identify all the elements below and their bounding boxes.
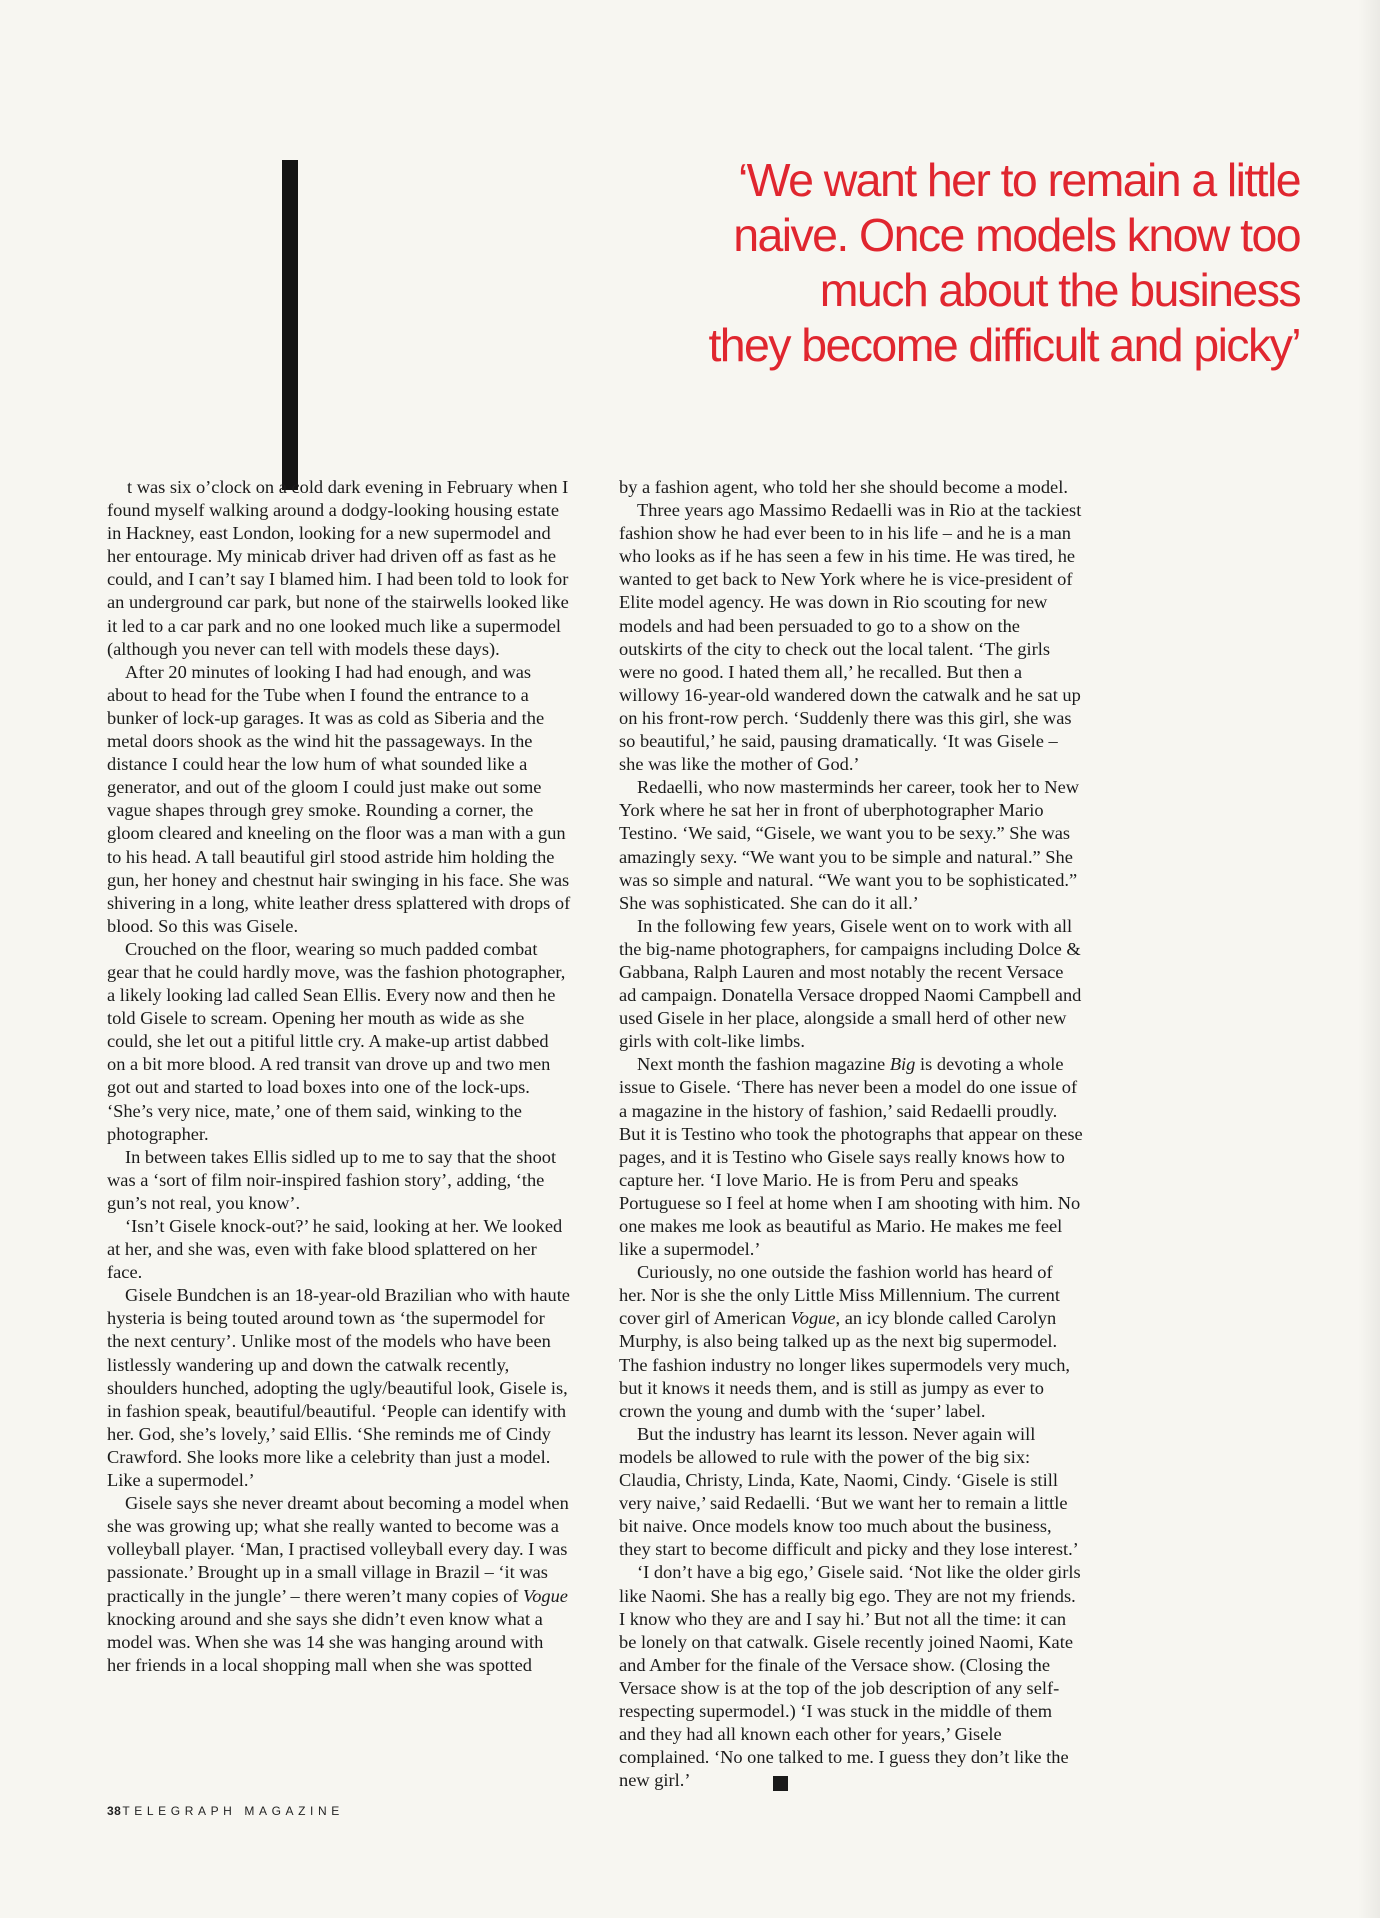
article-paragraph: ‘Isn’t Gisele knock-out?’ he said, looking at her. We looked at her, and she was, even with fake blood splattered on her face. [107, 1216, 563, 1283]
pull-quote-line: ‘We want her to remain a little [737, 154, 1300, 206]
page-number: 38 [107, 1804, 122, 1818]
paragraph-text: Curiously, no one outside the fashion world has heard of her. Nor is she the only Little Miss Millennium. The current cover girl of American [619, 1262, 1060, 1329]
page-edge-shadow [1358, 0, 1380, 1918]
article-paragraph: by a fashion agent, who told her she should become a model. [619, 477, 1068, 497]
article-paragraph: In between takes Ellis sidled up to me to say that the shoot was a ‘sort of film noir-inspired fashion story’, adding, ‘the gun’s not real, you know’. [107, 1146, 557, 1213]
article-paragraph [107, 476, 571, 661]
paragraph-text: , an icy blonde called Carolyn Murphy, is also being talked up as the next big supermodel. The fashion industry no longer likes supermodels very much, but it knows it needs them, and is still as jumpy as ever to crown the young and dumb with the ‘super’ label. [619, 1308, 1070, 1421]
italic-title: Big [889, 1054, 916, 1075]
article-paragraph [619, 1561, 1083, 1792]
drop-cap-letter-i [282, 160, 298, 490]
pull-quote-line: they become difficult and picky’ [708, 319, 1300, 371]
paragraph-text: t was six o’clock on a cold dark evening in February when I found myself walking around a dodgy-looking housing estate in Hackney, east London, looking for a new supermodel and her entourage. My minicab driver had driven off as fast as he could, and I can’t say I blamed him. I had been told to look for an underground car park, but none of the stairwells looked like it led to a car park and no one looked much like a supermodel (although you never can tell with models these days). [107, 477, 569, 659]
article-column-2 [619, 476, 1083, 1792]
pull-quote-line: naive. Once models know too [733, 209, 1300, 261]
page-footer [107, 1804, 344, 1818]
italic-title: Vogue [790, 1308, 836, 1329]
article-paragraph: Three years ago Massimo Redaelli was in Rio at the tackiest fashion show he had ever been to in his life – and he is a man who looks as if he has seen a few in his time. He was tired, he wanted to get back to New York where he is vice-president of Elite model agency. He was down in Rio scouting for new models and had been persuaded to go to a show on the outskirts of the city to check out the local talent. ‘The girls were no good. I hated them all,’ he recalled. But then a willowy 16-year-old wandered down the catwalk and he sat up on his front-row perch. ‘Suddenly there was this girl, she was so beautiful,’ he said, pausing dramatically. ‘It was Gisele – she was like the mother of God.’ [619, 500, 1082, 775]
article-paragraph: Redaelli, who now masterminds her career, took her to New York where he sat her in front of uberphotographer Mario Testino. ‘We said, “Gisele, we want you to be sexy.” She was amazingly sexy. “We want you to be simple and natural.” She was so simple and natural. “We want you to be sophisticated.” She was sophisticated. She can do it all.’ [619, 777, 1080, 913]
paragraph-text: Gisele says she never dreamt about becoming a model when she was growing up; what she really wanted to become was a volleyball player. ‘Man, I practised volleyball every day. I was passionate.’ Brought up in a small village in Brazil – ‘it was practically in the jungle’ – there weren’t many copies of [107, 1493, 569, 1606]
paragraph-text: knocking around and she says she didn’t even know what a model was. When she was 14 she was hanging around with her friends in a local shopping mall when she was spotted [107, 1608, 544, 1675]
article-paragraph: But the industry has learnt its lesson. Never again will models be allowed to rule with the power of the big six: Claudia, Christy, Linda, Kate, Naomi, Cindy. ‘Gisele is still very naive,’ said Redaelli. ‘But we want her to remain a little bit naive. Once models know too much about the business, they start to become difficult and picky and they lose interest.’ [619, 1423, 1079, 1560]
pull-quote [560, 153, 1300, 373]
pull-quote-line: much about the business [819, 264, 1300, 316]
paragraph-text: is devoting a whole issue to Gisele. ‘There has never been a model do one issue of a magazine in the history of fashion,’ said Redaelli proudly. But it is Testino who took the photographs that appear on these pages, and it is Testino who Gisele says really knows how to capture her. ‘I love Mario. He is from Peru and speaks Portuguese so I feel at home when I am shooting with him. No one makes me look as beautiful as Mario. He makes me feel like a supermodel.’ [619, 1054, 1083, 1260]
article-paragraph: After 20 minutes of looking I had had enough, and was about to head for the Tube when I found the entrance to a bunker of lock-up garages. It was as cold as Siberia and the metal doors shook as the wind hit the passageways. In the distance I could hear the low hum of what sounded like a generator, and out of the gloom I could just make out some vague shapes through grey smoke. Rounding a corner, the gloom cleared and kneeling on the floor was a man with a gun to his head. A tall beautiful girl stood astride him holding the gun, her honey and chestnut hair swinging in his face. She was shivering in a long, white leather dress splattered with drops of blood. So this was Gisele. [107, 661, 571, 936]
article-column-1 [107, 476, 571, 1677]
paragraph-text: Next month the fashion magazine [637, 1054, 890, 1075]
article-paragraph: Crouched on the floor, wearing so much padded combat gear that he could hardly move, was the fashion photographer, a likely looking lad called Sean Ellis. Every now and then he told Gisele to scream. Opening her mouth as wide as she could, she let out a pitiful little cry. A make-up artist dabbed on a bit more blood. A red transit van drove up and two men got out and started to load boxes into one of the lock-ups. ‘She’s very nice, mate,’ one of them said, winking to the photographer. [107, 938, 566, 1144]
article-paragraph: In the following few years, Gisele went on to work with all the big-name photographers, for campaigns including Dolce & Gabbana, Ralph Lauren and most notably the recent Versace ad campaign. Donatella Versace dropped Naomi Campbell and used Gisele in her place, alongside a small herd of other new girls with colt-like limbs. [619, 915, 1082, 1052]
article-paragraph [107, 1492, 571, 1677]
article-paragraph [619, 1053, 1083, 1261]
article-paragraph: Gisele Bundchen is an 18-year-old Brazilian who with haute hysteria is being touted around town as ‘the supermodel for the next century’. Unlike most of the models who have been listlessly wandering up and down the catwalk recently, shoulders hunched, adopting the ugly/beautiful look, Gisele is, in fashion speak, beautiful/beautiful. ‘People can identify with her. God, she’s lovely,’ said Ellis. ‘She reminds me of Cindy Crawford. She looks more like a celebrity than just a model. Like a supermodel.’ [107, 1285, 570, 1491]
magazine-name: TELEGRAPH MAGAZINE [122, 1804, 344, 1818]
article-paragraph [619, 1261, 1083, 1423]
end-of-article-mark: T [773, 1776, 788, 1791]
italic-title: Vogue [523, 1585, 568, 1606]
paragraph-text: ‘I don’t have a big ego,’ Gisele said. ‘Not like the older girls like Naomi. She has a really big ego. They are not my friends. I know who they are and I say hi.’ But not all the time: it can be lonely on that catwalk. Gisele recently joined Naomi, Kate and Amber for the finale of the Versace show. (Closing the Versace show is at the top of the job description of any self-respecting supermodel.) ‘I was stuck in the middle of them and they had all known each other for years,’ Gisele complained. ‘No one talked to me. I guess they don’t like the new girl.’ [619, 1562, 1081, 1791]
